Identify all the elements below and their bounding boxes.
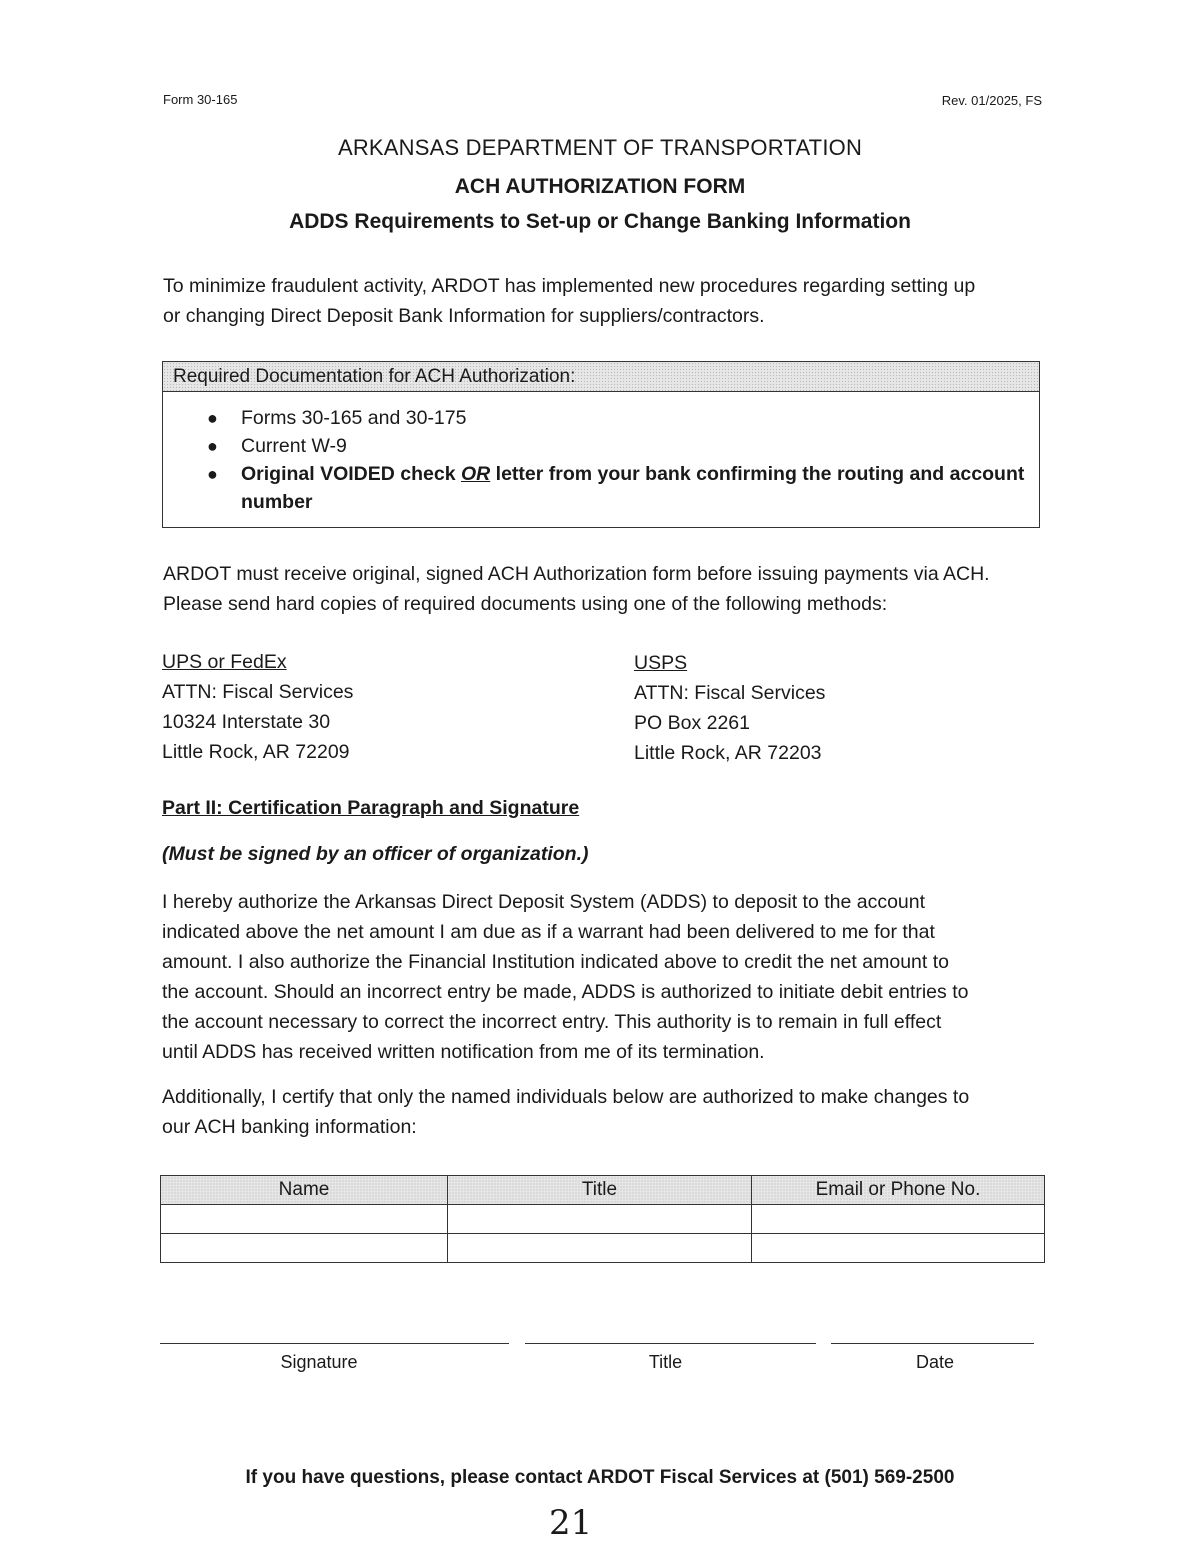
required-doc-item-text: Current W-9 — [241, 435, 347, 457]
agency-name: ARKANSAS DEPARTMENT OF TRANSPORTATION — [337, 135, 863, 160]
required-doc-item-text: Forms 30-165 and 30-175 — [241, 407, 467, 429]
required-doc-item — [163, 404, 1039, 432]
bullet-icon: ● — [207, 408, 218, 428]
instructions-paragraph — [163, 559, 1043, 619]
additional-line-1: Additionally, I certify that only the named individuals below are authorized to make changes to — [162, 1086, 970, 1108]
mail-street: PO Box 2261 — [634, 712, 750, 734]
date-label: Date — [915, 1352, 955, 1372]
additional-certification — [162, 1082, 1052, 1142]
voided-check-text: Original VOIDED check — [241, 463, 461, 485]
authorized-individuals-table — [160, 1175, 1045, 1263]
required-doc-item — [163, 460, 1039, 516]
instructions-line-1: ARDOT must receive original, signed ACH Authorization form before issuing payments via ACH. — [163, 563, 990, 585]
instructions-line-2: Please send hard copies of required documents using one of the following methods: — [163, 593, 888, 615]
contact-cell[interactable] — [752, 1205, 1045, 1234]
or-emphasis: OR — [460, 463, 491, 485]
certification-line: amount. I also authorize the Financial Institution indicated above to credit the net amount to — [162, 951, 949, 973]
signature-label: Signature — [280, 1352, 358, 1372]
date-line[interactable] — [831, 1343, 1034, 1344]
certification-heading: Part II: Certification Paragraph and Signature — [162, 797, 580, 819]
bullet-icon: ● — [207, 436, 218, 456]
certification-note: (Must be signed by an officer of organization.) — [162, 843, 589, 865]
courier-attn: ATTN: Fiscal Services — [162, 681, 354, 703]
certification-paragraph — [162, 887, 1052, 1067]
certification-line: I hereby authorize the Arkansas Direct Deposit System (ADDS) to deposit to the account — [162, 891, 926, 913]
courier-street: 10324 Interstate 30 — [162, 711, 331, 733]
title-cell[interactable] — [448, 1234, 752, 1263]
form-number: Form 30-165 — [163, 92, 238, 107]
mail-address-block — [634, 648, 825, 768]
mail-city: Little Rock, AR 72203 — [634, 742, 822, 764]
certification-line: the account necessary to correct the incorrect entry. This authority is to remain in full effect — [162, 1011, 942, 1033]
intro-line-2: or changing Direct Deposit Bank Information for suppliers/contractors. — [163, 305, 765, 327]
column-header-name: Name — [161, 1176, 448, 1205]
courier-city: Little Rock, AR 72209 — [162, 741, 350, 763]
bullet-icon: ● — [207, 464, 218, 484]
required-docs-list — [163, 392, 1039, 516]
title-line[interactable] — [525, 1343, 816, 1344]
table-row — [161, 1205, 1045, 1234]
bank-letter-text-cont: number — [241, 491, 313, 513]
contact-cell[interactable] — [752, 1234, 1045, 1263]
table-row — [161, 1234, 1045, 1263]
signature-line[interactable] — [160, 1343, 509, 1344]
bank-letter-text: letter from your bank confirming the routing and account — [490, 463, 1025, 485]
certification-line: the account. Should an incorrect entry be made, ADDS is authorized to initiate debit entries to — [162, 981, 969, 1003]
form-subtitle: ADDS Requirements to Set-up or Change Banking Information — [289, 210, 911, 233]
contact-footer: If you have questions, please contact ARDOT Fiscal Services at (501) 569-2500 — [245, 1467, 955, 1488]
mail-method: USPS — [634, 652, 688, 674]
intro-line-1: To minimize fraudulent activity, ARDOT has implemented new procedures regarding setting up — [163, 275, 976, 297]
certification-line: until ADDS has received written notification from me of its termination. — [162, 1041, 765, 1063]
intro-paragraph — [163, 271, 1043, 331]
name-cell[interactable] — [161, 1205, 448, 1234]
required-docs-heading: Required Documentation for ACH Authorization: — [163, 362, 1039, 392]
table-header-row — [161, 1176, 1045, 1205]
handwritten-page-number: 21 — [549, 1503, 593, 1543]
revision-label: Rev. 01/2025, FS — [941, 93, 1042, 108]
required-docs-box — [162, 361, 1040, 528]
required-doc-item — [163, 432, 1039, 460]
name-cell[interactable] — [161, 1234, 448, 1263]
column-header-contact: Email or Phone No. — [752, 1176, 1045, 1205]
mail-attn: ATTN: Fiscal Services — [634, 682, 826, 704]
form-title: ACH AUTHORIZATION FORM — [454, 175, 746, 198]
title-label: Title — [648, 1352, 683, 1372]
column-header-title: Title — [448, 1176, 752, 1205]
certification-line: indicated above the net amount I am due as if a warrant had been delivered to me for that — [162, 921, 935, 943]
additional-line-2: our ACH banking information: — [162, 1116, 417, 1138]
title-cell[interactable] — [448, 1205, 752, 1234]
courier-method: UPS or FedEx — [162, 651, 287, 673]
courier-address-block — [162, 647, 353, 767]
